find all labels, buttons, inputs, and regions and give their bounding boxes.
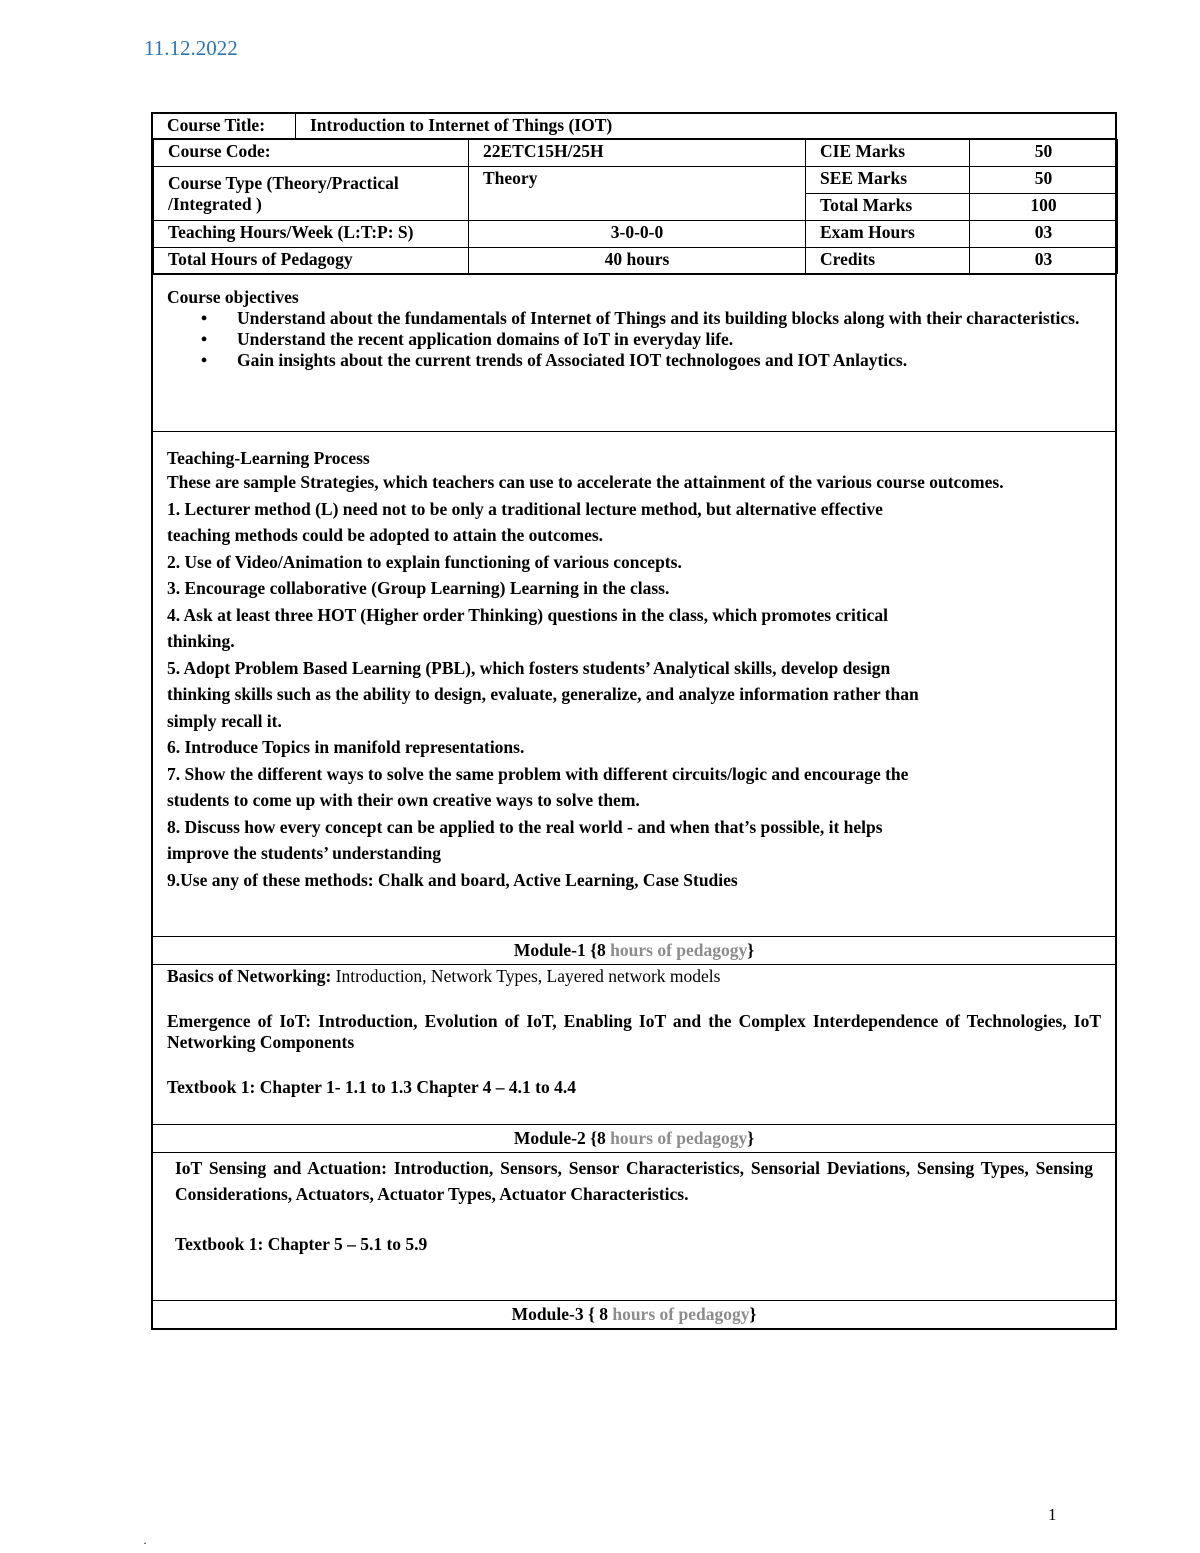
tlp-item: 1. Lecturer method (L) need not to be only a traditional lecture method, but alternative effective teaching methods could be adopted to attain the outcomes. bbox=[167, 498, 883, 545]
module-1-heading: Module-1 {8 hours of pedagogy} bbox=[153, 936, 1115, 964]
course-type-label: Course Type (Theory/Practical /Integrated ) bbox=[154, 167, 469, 221]
total-marks-value: 100 bbox=[970, 194, 1118, 221]
tlp-intro: These are sample Strategies, which teachers can use to accelerate the attainment of the various course outcomes. bbox=[167, 472, 1004, 492]
course-info-table bbox=[153, 139, 1118, 274]
objective-item: • Gain insights about the current trends of Associated IOT technologoes and IOT Anlaytics. bbox=[237, 350, 1101, 371]
exam-hours-value: 03 bbox=[970, 221, 1118, 248]
teaching-learning-process bbox=[153, 431, 1115, 936]
tlp-item: 8. Discuss how every concept can be applied to the real world - and when that’s possible, it helps improve the students’ understanding bbox=[167, 816, 883, 863]
tlp-item: 5. Adopt Problem Based Learning (PBL), which fosters students’ Analytical skills, develop design thinking skills such as the ability to design, evaluate, generalize, and analyze information rather than simply recall it. bbox=[167, 657, 919, 731]
module-1-textbook: Textbook 1: Chapter 1- 1.1 to 1.3 Chapter 4 – 4.1 to 4.4 bbox=[167, 1077, 576, 1097]
objectives-heading: Course objectives bbox=[167, 287, 299, 307]
course-objectives bbox=[153, 274, 1115, 431]
total-hours-value: 40 hours bbox=[469, 248, 806, 274]
module-2-topic-title: IoT Sensing and Actuation: bbox=[175, 1158, 387, 1178]
module-3-heading: Module-3 { 8 hours of pedagogy} bbox=[153, 1300, 1115, 1328]
see-marks-label: SEE Marks bbox=[806, 167, 970, 194]
tlp-heading: Teaching-Learning Process bbox=[167, 448, 370, 468]
total-hours-label: Total Hours of Pedagogy bbox=[154, 248, 469, 274]
module-1-topic-1-text: Introduction, Network Types, Layered network models bbox=[331, 966, 721, 986]
course-code-value: 22ETC15H/25H bbox=[469, 140, 806, 167]
footer-mark: · bbox=[143, 1536, 147, 1550]
tlp-item: 3. Encourage collaborative (Group Learning) Learning in the class. bbox=[167, 578, 670, 598]
tlp-item: 9.Use any of these methods: Chalk and board, Active Learning, Case Studies bbox=[167, 869, 738, 890]
module-2-topic-text: Introduction, Sensors, Sensor Characteristics, Sensorial Deviations, Sensing Types, Sensing Considerations, Actuators, Actuator Types, Actuator Characteristics. bbox=[175, 1158, 1093, 1204]
objective-item: • Understand the recent application domains of IoT in everyday life. bbox=[237, 329, 1101, 350]
tlp-item: 2. Use of Video/Animation to explain functioning of various concepts. bbox=[167, 551, 682, 572]
module-2-heading: Module-2 {8 hours of pedagogy} bbox=[153, 1124, 1115, 1152]
module-1-topic-2-text: Introduction, Evolution of IoT, Enabling IoT and the Complex Interdependence of Technologies, IoT Networking Components bbox=[167, 1011, 1101, 1052]
exam-hours-label: Exam Hours bbox=[806, 221, 970, 248]
course-type-value: Theory bbox=[469, 167, 806, 221]
objectives-list bbox=[167, 308, 1101, 371]
module-1-content bbox=[153, 964, 1115, 1124]
course-title-label: Course Title: bbox=[153, 114, 296, 138]
tlp-item: 6. Introduce Topics in manifold representations. bbox=[167, 737, 525, 757]
course-title-value: Introduction to Internet of Things (IOT) bbox=[310, 115, 613, 135]
syllabus-table bbox=[151, 112, 1117, 1330]
course-code-label: Course Code: bbox=[154, 140, 469, 167]
module-1-topic-1-title: Basics of Networking: bbox=[167, 966, 332, 986]
objective-item: • Understand about the fundamentals of Internet of Things and its building blocks along with their characteristics. bbox=[237, 308, 1101, 329]
teaching-hours-value: 3-0-0-0 bbox=[469, 221, 806, 248]
module-1-topic-2-title: Emergence of IoT: bbox=[167, 1011, 312, 1031]
page-number: 1 bbox=[1048, 1505, 1057, 1524]
header-date: 11.12.2022 bbox=[144, 36, 238, 60]
tlp-item: 7. Show the different ways to solve the same problem with different circuits/logic and encourage the students to come up with their own creative ways to solve them. bbox=[167, 763, 909, 810]
credits-label: Credits bbox=[806, 248, 970, 274]
course-title-row bbox=[153, 114, 1115, 139]
teaching-hours-label: Teaching Hours/Week (L:T:P: S) bbox=[154, 221, 469, 248]
cie-marks-label: CIE Marks bbox=[806, 140, 970, 167]
tlp-item: 4. Ask at least three HOT (Higher order Thinking) questions in the class, which promotes critical thinking. bbox=[167, 604, 888, 651]
see-marks-value: 50 bbox=[970, 167, 1118, 194]
module-2-content bbox=[153, 1152, 1115, 1300]
module-2-textbook: Textbook 1: Chapter 5 – 5.1 to 5.9 bbox=[175, 1234, 428, 1254]
cie-marks-value: 50 bbox=[970, 140, 1118, 167]
total-marks-label: Total Marks bbox=[806, 194, 970, 221]
credits-value: 03 bbox=[970, 248, 1118, 274]
